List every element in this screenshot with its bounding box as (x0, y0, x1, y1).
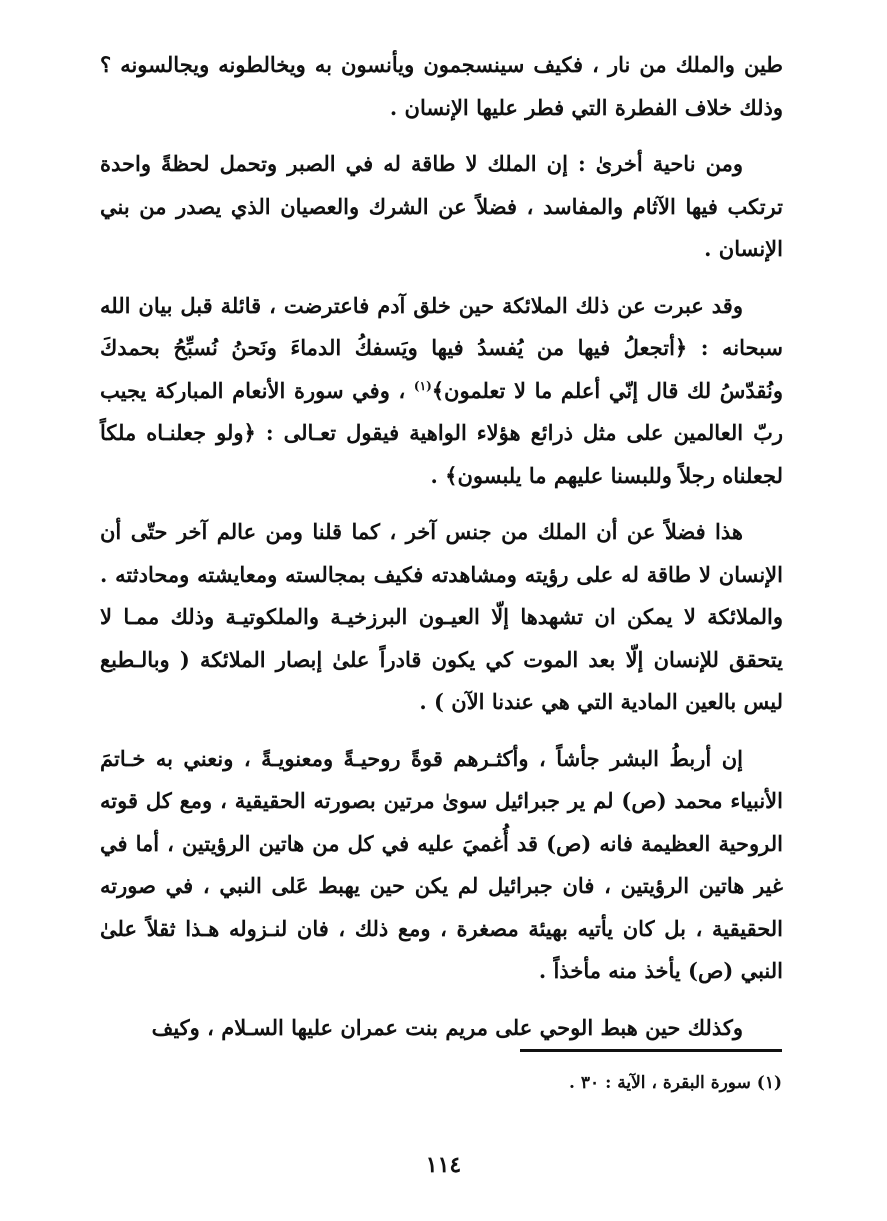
paragraph-3 (100, 285, 783, 498)
footnote-divider (520, 1049, 782, 1052)
page-body (100, 44, 783, 1049)
paragraph-3-text-middle: ، وفي سورة الأنعام المباركة يجيب ربّ العالمين على مثل ذرائع هؤلاء الواهية فيقول تعـالى : (100, 377, 783, 445)
paragraph-6: وكذلك حين هبط الوحي على مريم بنت عمران عليها السـلام ، وكيف (151, 1014, 743, 1040)
paragraph-3-text-before: وقد عبرت عن ذلك الملائكة حين خلق آدم فاعترضت ، قائلة قبل بيان الله سبحانه : (100, 292, 783, 360)
quran-verse-baqarah: ﴿أتجعلُ فيها من يُفسدُ فيها ويَسفكُ الدماءَ ونَحنُ نُسبِّحُ بحمدكَ ونُقدّسُ لك قال إنّي أعلم ما لا تعلمون﴾ (100, 335, 783, 403)
paragraph-5: إن أربطُ البشر جأشاً ، وأكثـرهم قوةً روحيـةً ومعنويـةً ، ونعني به خـاتمَ الأنبياء محمد (ص) لم ير جبرائيل سوىٰ مرتين بصورته الحقيقية ، ومع كل قوته الروحية العظيمة فانه (ص) قد أُغميَ عليه في كل من هاتين الرؤيتين ، أما في غير هاتين الرؤيتين ، فان جبرائيل لم يكن حين يهبط عَلى النبي ، في صورته الحقيقية ، بل كان يأتيه بهيئة مصغرة ، ومع ذلك ، فان لنـزوله هـذا ثقلاً علىٰ النبي (ص) يأخذ منه مأخذاً . (100, 745, 783, 983)
paragraph-4: هذا فضلاً عن أن الملك من جنس آخر ، كما قلنا ومن عالم آخر حتّى أن الإنسان لا طاقة له على رؤيته ومشاهدته فكيف بمجالسته ومعايشته ومحادثته . والملائكة لا يمكن ان تشهدها إلّا العيـون البرزخيـة والملكوتيـة وذلك ممـا لا يتحقق للإنسان إلّا بعد الموت كي يكون قادراً علىٰ إبصار الملائكة ( وبالـطبع ليس بالعين المادية التي هي عندنا الآن ) . (100, 519, 783, 714)
quran-verse-anam: ﴿ولو جعلنـاه ملكاً لجعلناه رجلاً وللبسنا عليهم ما يلبسون﴾ (100, 420, 783, 488)
paragraph-3-text-after: . (430, 462, 446, 488)
paragraph-1: طين والملك من نار ، فكيف سينسجمون ويأنسون به ويخالطونه ويجالسونه ؟ وذلك خلاف الفطرة التي فطر عليها الإنسان . (100, 52, 783, 120)
footnote-reference: (١) (413, 378, 432, 393)
page-number: ١١٤ (425, 1152, 462, 1178)
paragraph-2: ومن ناحية أخرىٰ : إن الملك لا طاقة له في الصبر وتحمل لحظةً واحدة ترتكب فيها الآثام والمفاسد ، فضلاً عن الشرك والعصيان الذي يصدر من بني الإنسان . (100, 151, 783, 261)
footnote: (١) سورة البقرة ، الآية : ٣٠ . (569, 1073, 782, 1093)
